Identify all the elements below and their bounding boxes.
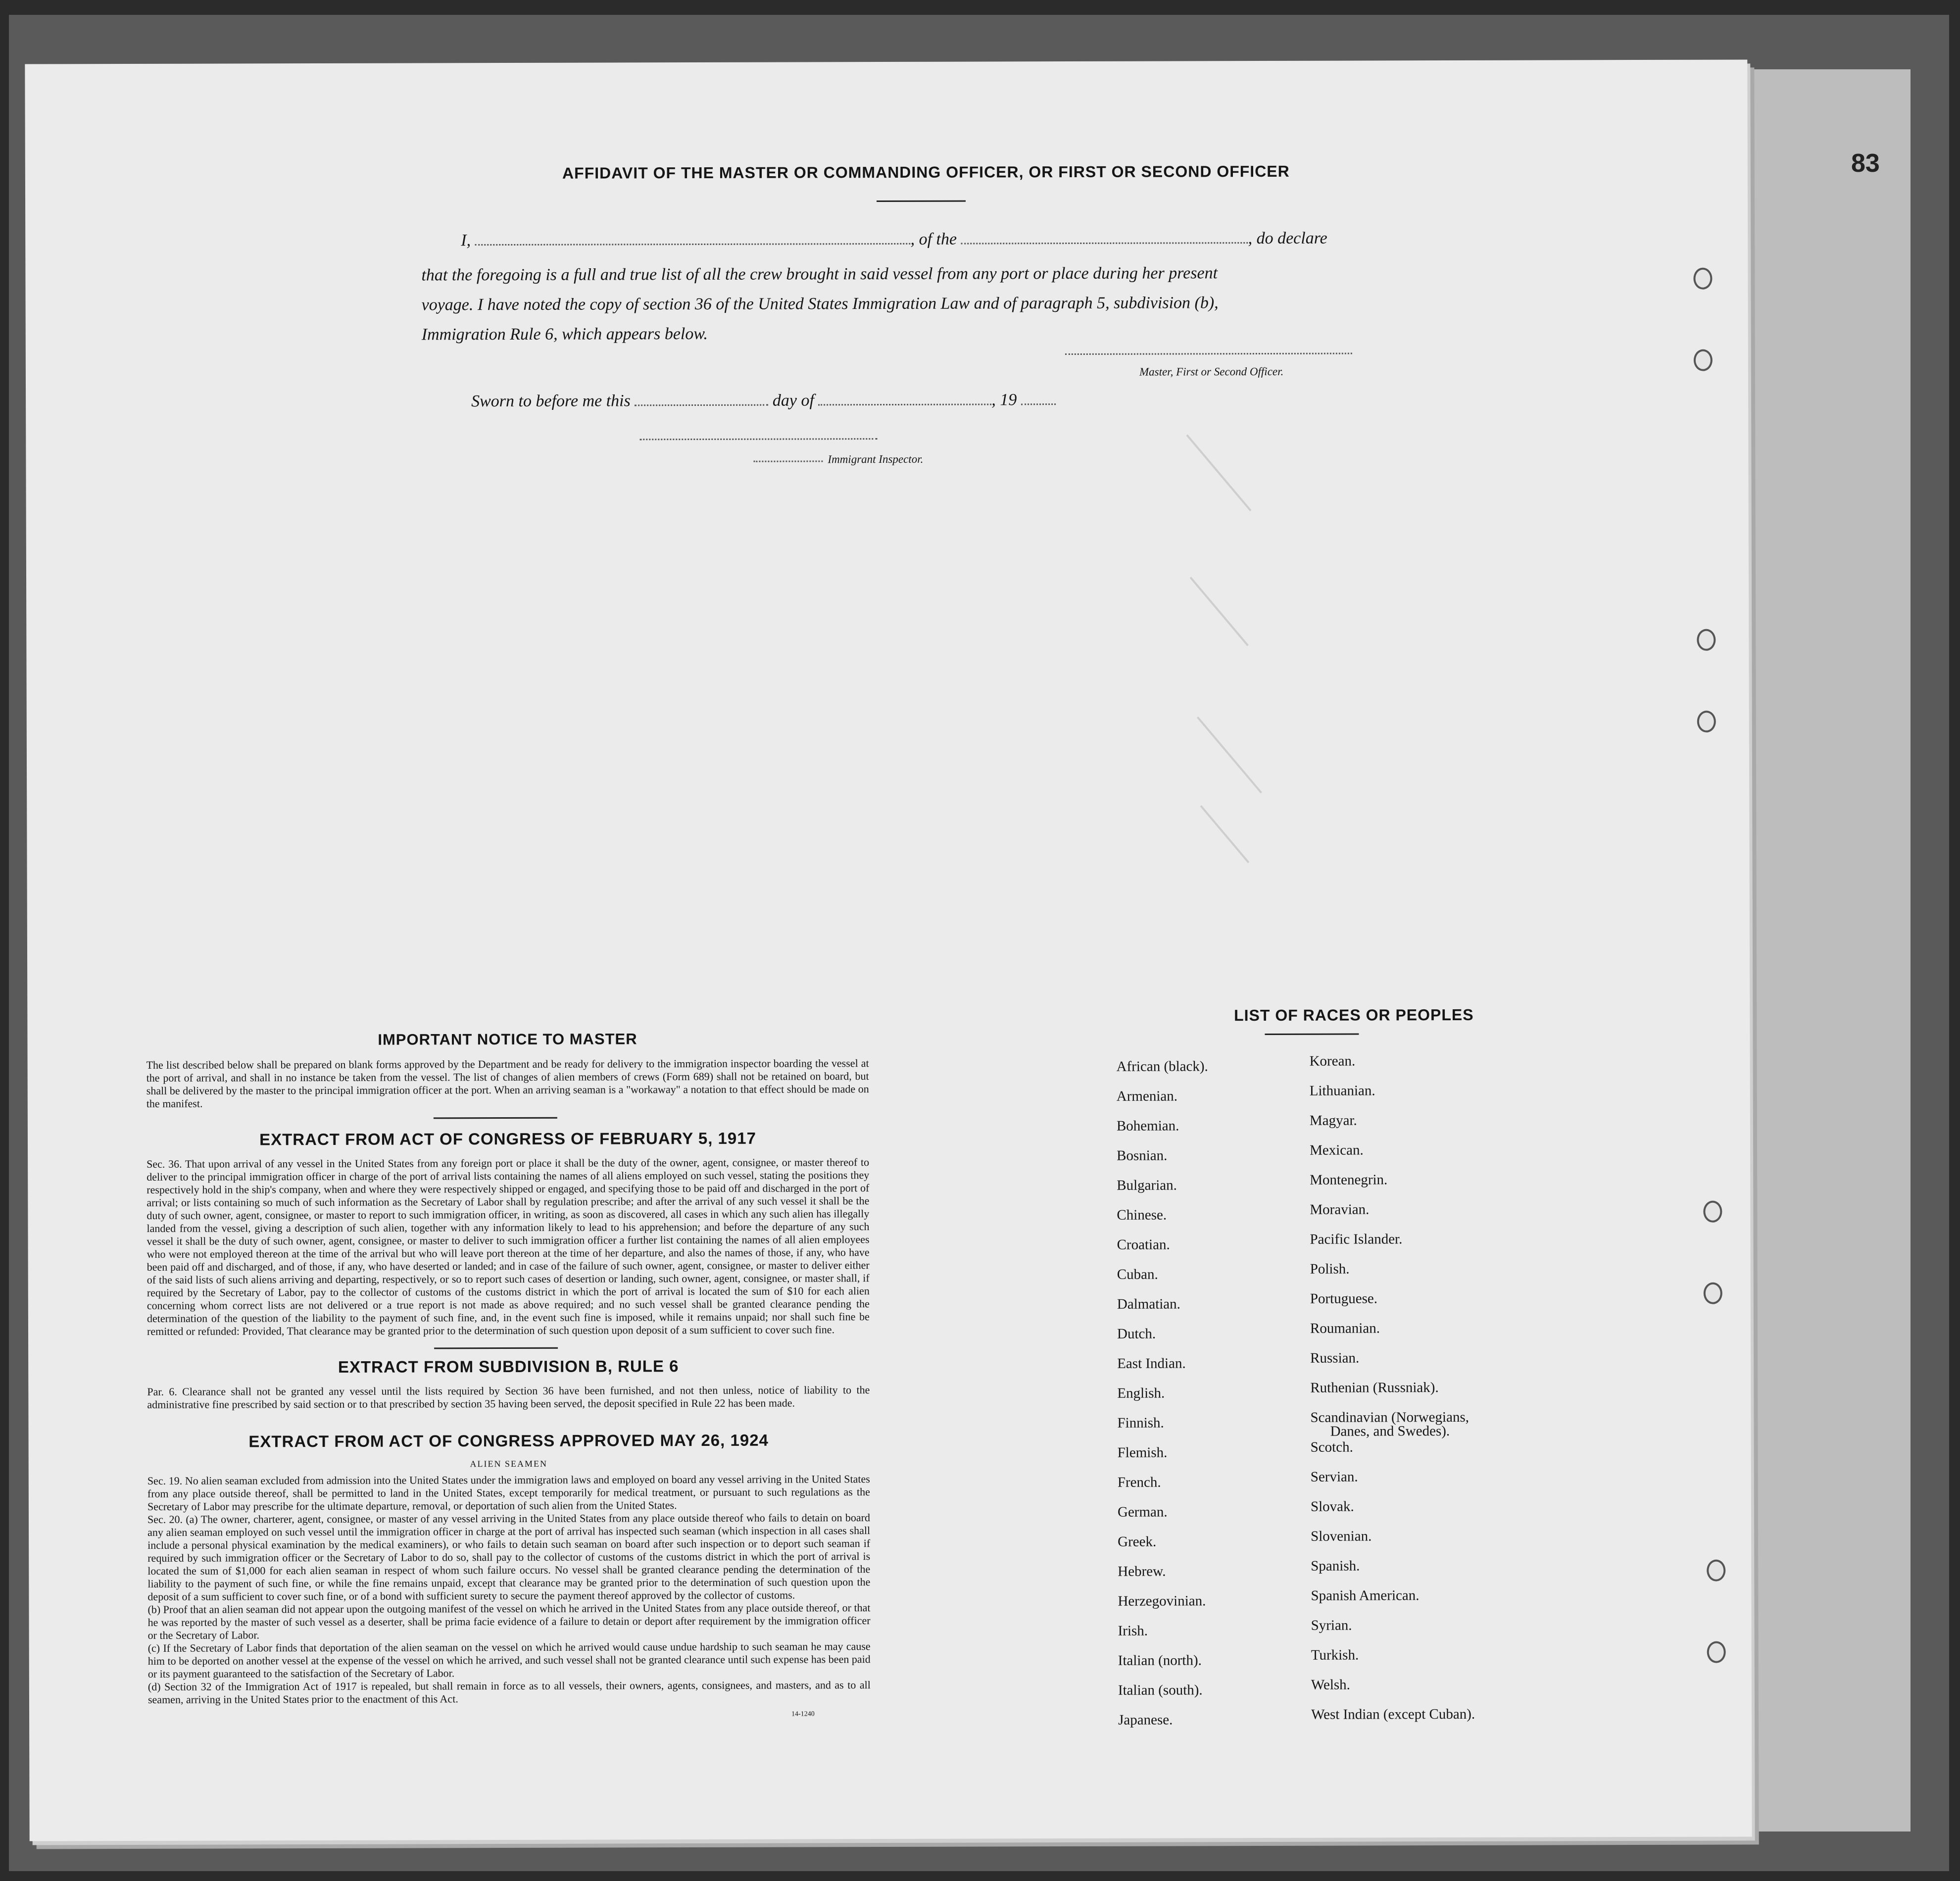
races-heading-rule <box>1265 1034 1359 1035</box>
punch-hole-icon <box>1707 1641 1726 1663</box>
faint-stain <box>1190 577 1249 646</box>
race-item: Montenegrin. <box>1310 1172 1388 1188</box>
race-item: Pacific Islander. <box>1310 1231 1403 1247</box>
race-item: West Indian (except Cuban). <box>1311 1706 1475 1723</box>
race-item: African (black). <box>1116 1058 1208 1075</box>
faint-stain <box>1186 435 1251 511</box>
race-item: Chinese. <box>1117 1207 1167 1223</box>
race-item: Scandinavian (Norwegians, <box>1310 1409 1470 1426</box>
name-blank-field[interactable] <box>475 243 911 246</box>
inspector-caption: Immigrant Inspector. <box>828 452 924 466</box>
race-item: Syrian. <box>1311 1617 1352 1634</box>
inspector-title-line <box>753 460 823 462</box>
race-item: Mexican. <box>1310 1142 1364 1158</box>
affidavit-line-1-mid: , of the <box>910 230 957 248</box>
extract-1924-sec-20d: (d) Section 32 of the Immigration Act of 1917 is repealed, but shall remain in force as to all vessels, their owners, agents, consignees, and masters, and as to all seamen, arriving in the United States prior to the enactment of this Act. <box>147 1679 871 1706</box>
sworn-day-blank-field[interactable] <box>635 404 768 406</box>
race-item: Bosnian. <box>1117 1147 1168 1164</box>
section-rule <box>434 1117 557 1119</box>
notice-text: The list described below shall be prepared on blank forms approved by the Department and be ready for delivery to the immigration inspector boarding the vessel at the port of arrival, and shall in no instance be taken from the vessel. The list of changes of alien members of crews (Form 689) shall not be retained on board, but shall be delivered by the master to the principal immigration officer at the port. When an arriving seaman is a "workaway" a notation to that effect should be made on the manifest. <box>146 1057 869 1110</box>
sworn-year-blank-field[interactable] <box>1021 403 1056 405</box>
punch-hole-icon <box>1697 629 1715 651</box>
race-item: Dalmatian. <box>1117 1296 1180 1312</box>
races-heading: LIST OF RACES OR PEOPLES <box>1234 1005 1474 1025</box>
punch-hole-icon <box>1703 1201 1722 1223</box>
race-item: Korean. <box>1309 1053 1356 1069</box>
affidavit-line-1-start: I, <box>461 231 471 250</box>
punch-hole-icon <box>1693 268 1712 290</box>
page-number: 83 <box>1851 149 1880 178</box>
race-item: Slovak. <box>1310 1498 1354 1515</box>
race-item: Bohemian. <box>1116 1118 1179 1134</box>
race-item: Italian (south). <box>1118 1682 1203 1698</box>
race-item: Turkish. <box>1311 1647 1359 1663</box>
race-item: Roumanian. <box>1310 1320 1380 1336</box>
race-item: Hebrew. <box>1118 1563 1166 1580</box>
form-number: 14-1240 <box>791 1710 815 1718</box>
heading-rule <box>877 200 966 202</box>
race-item: Servian. <box>1310 1469 1358 1485</box>
race-item: Armenian. <box>1116 1088 1178 1104</box>
race-item: Croatian. <box>1117 1237 1170 1253</box>
affidavit-heading: AFFIDAVIT OF THE MASTER OR COMMANDING OFFICER, OR FIRST OR SECOND OFFICER <box>562 162 1290 182</box>
race-item: Portuguese. <box>1310 1290 1378 1307</box>
subdivision-heading: EXTRACT FROM SUBDIVISION B, RULE 6 <box>338 1357 679 1376</box>
race-item: Cuban. <box>1117 1266 1158 1283</box>
back-sheet-edge <box>1732 1336 1862 1525</box>
inspector-signature-line[interactable] <box>639 438 877 440</box>
sworn-year: , 19 <box>991 391 1017 409</box>
punch-hole-icon <box>1697 711 1716 733</box>
race-item: Bulgarian. <box>1117 1177 1177 1193</box>
sworn-line <box>471 391 1056 411</box>
race-item: Greek. <box>1118 1534 1157 1550</box>
race-item: Japanese. <box>1118 1712 1173 1728</box>
extract-1924-body <box>147 1473 871 1706</box>
race-item: Italian (north). <box>1118 1652 1202 1669</box>
extract-1917-heading: EXTRACT FROM ACT OF CONGRESS OF FEBRUARY 5, 1917 <box>259 1129 756 1149</box>
extract-1924-sec-20b: (b) Proof that an alien seaman did not appear upon the outgoing manifest of the vessel on which he arrived in the United States from any place outside thereof, or that he was reported by the master of such vessel as a deserter, shall be prima facie evidence of a failure to detain or deport after requirement by the immigration officer or the Secretary of Labor. <box>147 1601 871 1641</box>
extract-1917-text: Sec. 36. That upon arrival of any vessel in the United States from any foreign port or place it shall be the duty of the owner, agent, consignee, or master thereof to deliver to the principal immigration officer in charge of the port of arrival lists containing the names of all aliens employed on such vessel, stating the positions they respectively hold in the ship's company, when and where they were respectively shipped or engaged, and specifying those to be paid off and discharged in the port of arrival; or lists containing so much of such information as the Secretary of Labor shall by regulation prescribe; and after the arrival of any such vessel it shall be the duty of such owner, agent, consignee, or master to report to such immigration officer, in writing, as soon as discovered, all cases in which any such alien has illegally landed from the vessel, giving a description of such alien, together with any information likely to lead to his apprehension; and before the departure of any such vessel it shall be the duty of such owner, agent, consignee, or master to deliver to such immigration officer a further list containing the names of all alien employees who were not employed thereon at the time of the arrival but who will leave port thereon at the time of her departure, and also the names of those, if any, who have been paid off and discharged, and of those, if any, who have deserted or landed; and in case of the failure of such owner, agent, consignee, or master to deliver either of the said lists of such aliens arriving and departing, respectively, or so to report such cases of desertion or landing, such owner, agent, consignee, or master shall, if required by the Secretary of Labor, pay to the collector of customs of the customs district in which the port of arrival is located the sum of $10 for each alien concerning whom correct lists are not delivered or a true report is not made as above required; and no such vessel shall be granted clearance pending the determination of the question of the liability to the payment of such fine, and, in the event such fine is imposed, while it remains unpaid; nor shall such fine be remitted or refunded: Provided, That clearance may be granted prior to the determination of such question upon deposit of a sum sufficient to cover such fine. <box>147 1156 870 1337</box>
race-item: Magyar. <box>1309 1112 1357 1129</box>
alien-seamen-subheading: ALIEN SEAMEN <box>470 1458 547 1469</box>
race-item: Herzegovinian. <box>1118 1593 1206 1609</box>
race-item: Lithuanian. <box>1309 1083 1375 1099</box>
sworn-start: Sworn to before me this <box>471 392 631 411</box>
extract-1924-sec-20c: (c) If the Secretary of Labor finds that deportation of the alien seaman on the vessel on which he arrived would cause undue hardship to such seaman he may cause him to be deported on another vessel at the expense of the vessel on which he arrived, and such vessel shall not be granted clearance until such expense has been paid or its payment guaranteed to the satisfaction of the Secretary of Labor. <box>147 1640 871 1680</box>
race-item: Irish. <box>1118 1623 1148 1639</box>
race-item: Polish. <box>1310 1261 1350 1277</box>
races-list-left <box>1117 1058 1210 1741</box>
master-signature-line[interactable] <box>1065 353 1352 355</box>
race-item: English. <box>1117 1385 1165 1401</box>
race-item: German. <box>1117 1504 1168 1520</box>
affidavit-line-2: that the foregoing is a full and true list of all the crew brought in said vessel from any port or place during her present <box>421 264 1218 285</box>
affidavit-line-4: Immigration Rule 6, which appears below. <box>421 324 708 344</box>
race-item: Flemish. <box>1117 1444 1168 1461</box>
extract-1924-heading: EXTRACT FROM ACT OF CONGRESS APPROVED MAY 26, 1924 <box>248 1431 769 1451</box>
punch-hole-icon <box>1704 1283 1722 1304</box>
races-list-right <box>1310 1053 1475 1736</box>
subdivision-text: Par. 6. Clearance shall not be granted any vessel until the lists required by Section 36 have been furnished, and not then unless, notice of liability to the administrative fine prescribed by said section or to that prescribed by section 35 having been served, the deposit specified in Rule 22 has been made. <box>147 1384 870 1411</box>
race-item: Spanish American. <box>1311 1587 1420 1604</box>
race-item-scandinavian <box>1310 1409 1474 1439</box>
race-item: Welsh. <box>1311 1677 1350 1693</box>
race-item: Scotch. <box>1310 1439 1353 1455</box>
race-item: Spanish. <box>1311 1558 1360 1574</box>
affidavit-line-3: voyage. I have noted the copy of section 36 of the United States Immigration Law and of paragraph 5, subdivision (b), <box>421 294 1219 314</box>
race-item-continuation: Danes, and Swedes). <box>1330 1423 1450 1439</box>
master-signature-caption: Master, First or Second Officer. <box>1139 365 1284 378</box>
race-item: Dutch. <box>1117 1326 1156 1342</box>
extract-1924-sec-19: Sec. 19. No alien seaman excluded from admission into the United States under the immigration laws and employed on board any vessel arriving in the United States from any place outside thereof, shall be permitted to land in the United States, except temporarily for medical treatment, or pursuant to such regulations as the Secretary of Labor may prescribe for the ultimate departure, removal, or deportation of such alien from the United States. <box>147 1473 870 1513</box>
section-rule <box>434 1347 558 1349</box>
faint-stain <box>1197 716 1262 793</box>
race-item: Slovenian. <box>1311 1528 1372 1544</box>
race-item: Moravian. <box>1310 1201 1370 1218</box>
punch-hole-icon <box>1694 349 1713 371</box>
punch-hole-icon <box>1707 1560 1725 1582</box>
affidavit-line-1-end: , do declare <box>1248 229 1327 248</box>
sworn-mid: day of <box>772 391 814 410</box>
affidavit-line-1 <box>461 229 1327 250</box>
race-item: Ruthenian (Russniak). <box>1310 1380 1439 1396</box>
race-item: French. <box>1117 1474 1161 1490</box>
race-item: Russian. <box>1310 1350 1360 1366</box>
race-item: East Indian. <box>1117 1355 1186 1372</box>
sworn-month-blank-field[interactable] <box>818 403 991 405</box>
vessel-blank-field[interactable] <box>961 242 1248 245</box>
faint-stain <box>1200 805 1249 863</box>
extract-1924-sec-20a: Sec. 20. (a) The owner, charterer, agent, consignee, or master of any vessel arriving in the United States from any place outside thereof who fails to detain on board any alien seaman employed on such vessel until the immigration officer in charge at the port of arrival has inspected such seaman (which inspection in all cases shall include a personal physical examination by the medical examiners), or who fails to detain such seaman on board after such inspection or to deport such seaman if required by such immigration officer or the Secretary of Labor to do so, shall pay to the collector of customs of the customs district in which the port of arrival is located the sum of $1,000 for each alien seaman in respect of whom such failure occurs. No vessel shall be granted clearance pending the determination of the liability to the payment of such fine, or while the fine remains unpaid, except that clearance may be granted prior to the determination of such question upon the deposit of a sum sufficient to cover such fine, or of a bond with sufficient surety to secure the payment thereof approved by the collector of customs. <box>147 1511 871 1603</box>
race-item: Finnish. <box>1117 1415 1164 1431</box>
notice-heading: IMPORTANT NOTICE TO MASTER <box>378 1030 637 1048</box>
document-page <box>25 59 1752 1841</box>
